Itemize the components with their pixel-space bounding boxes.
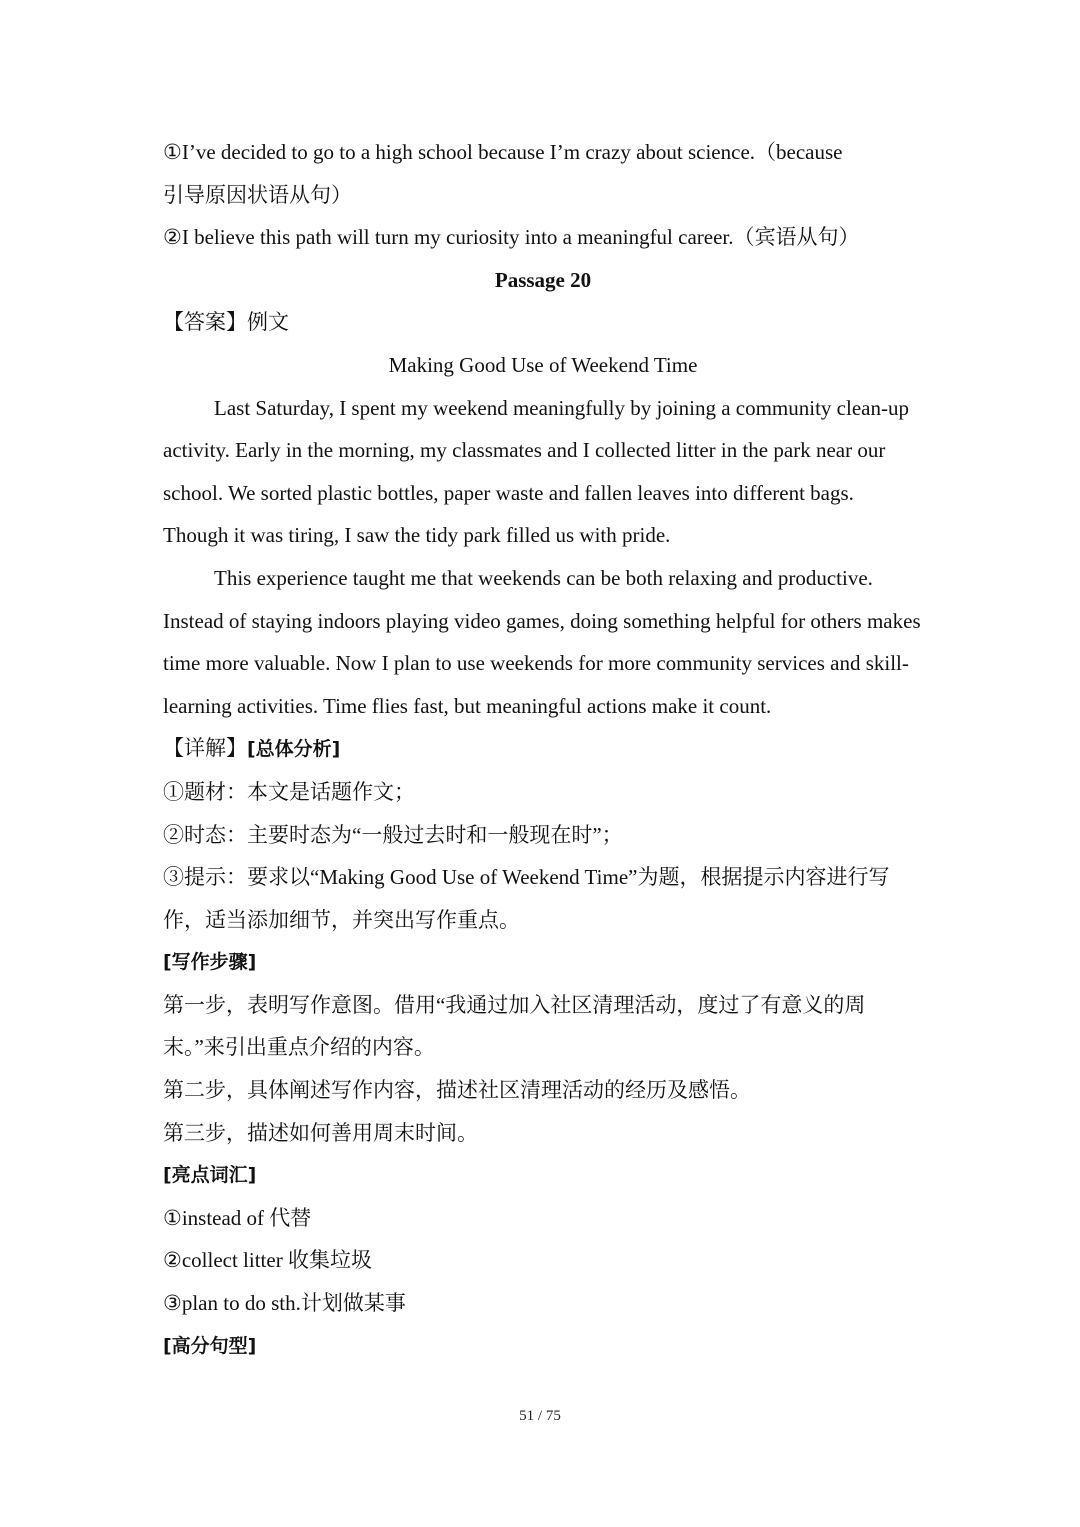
page-indicator: 51 / 75 <box>519 1408 561 1424</box>
analysis-prefix: 【详解】 <box>163 736 247 761</box>
vocab-item-2: ②collect litter 收集垃圾 <box>163 1248 372 1273</box>
vocab-item-3: ③plan to do sth.计划做某事 <box>163 1291 406 1316</box>
steps-heading: [写作步骤] <box>163 951 257 974</box>
sentences-heading: [高分句型] <box>163 1334 257 1357</box>
step-item-3: 第三步，描述如何善用周末时间。 <box>163 1120 478 1145</box>
essay-title: Making Good Use of Weekend Time <box>388 352 698 377</box>
top-line-1: ①I’ve decided to go to a high school because I’m crazy about science.（because <box>163 140 843 164</box>
analysis-heading-line <box>163 727 923 771</box>
passage-heading: Passage 20 <box>494 267 592 292</box>
analysis-item-3: ③提示：要求以“Making Good Use of Weekend Time”为题，根据提示内容进行写作，适当添加细节，并突出写作重点。 <box>163 865 890 932</box>
essay-paragraph-1: Last Saturday, I spent my weekend meaningfully by joining a community clean-up activity. Early in the morning, my classmates and I collected litter in the park near our school. We sorted plastic bottles, paper waste and fallen leaves into different bags. Though it was tiring, I saw the tidy park filled us with pride. <box>163 395 909 548</box>
vocab-heading: [亮点词汇] <box>163 1164 257 1187</box>
answer-label: 【答案】例文 <box>163 310 289 335</box>
step-item-2: 第二步，具体阐述写作内容，描述社区清理活动的经历及感悟。 <box>163 1078 751 1103</box>
analysis-item-1: ①题材：本文是话题作文； <box>163 779 415 804</box>
top-line-2: 引导原因状语从句） <box>163 182 352 207</box>
essay-paragraph-2: This experience taught me that weekends can be both relaxing and productive. Instead of staying indoors playing video games, doing something helpful for others makes time more valuable. Now I plan to use weekends for more community services and skill-learning activities. Time flies fast, but meaningful actions make it count. <box>163 565 921 718</box>
vocab-item-1: ①instead of 代替 <box>163 1205 312 1230</box>
top-line-3: ②I believe this path will turn my curiosity into a meaningful career.（宾语从句） <box>163 225 860 250</box>
analysis-item-2: ②时态：主要时态为“一般过去时和一般现在时”； <box>163 822 623 847</box>
step-item-1: 第一步，表明写作意图。借用“我通过加入社区清理活动，度过了有意义的周末。”来引出重点介绍的内容。 <box>163 992 866 1060</box>
analysis-heading: [总体分析] <box>247 738 341 761</box>
page-content <box>163 131 923 1367</box>
